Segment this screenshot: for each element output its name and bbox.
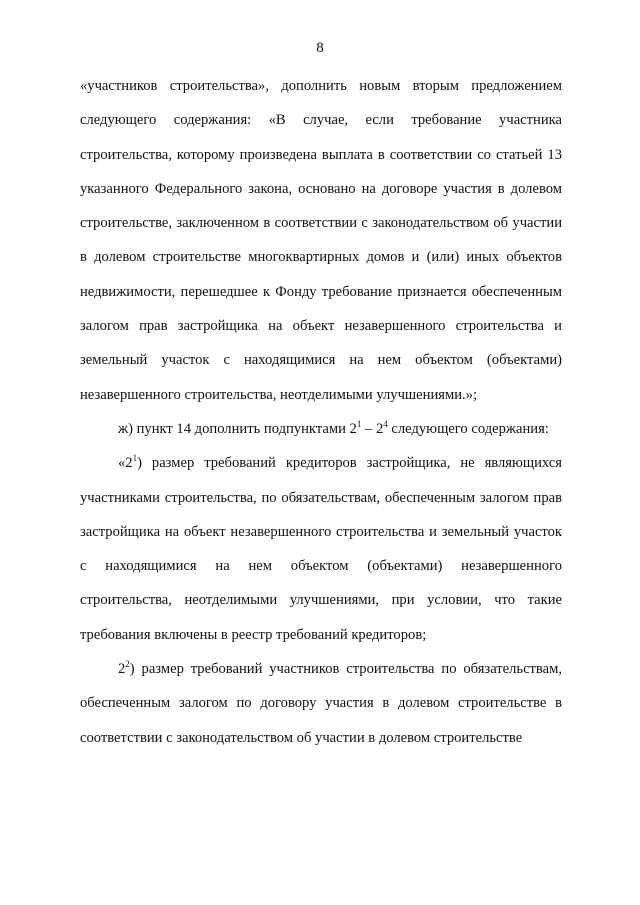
- paragraph-text: ж) пункт 14 дополнить подпунктами 2: [118, 420, 357, 437]
- page-number: 8: [316, 40, 324, 56]
- superscript: 1: [132, 453, 138, 464]
- superscript: 2: [125, 659, 130, 670]
- paragraph-text: «2: [118, 455, 133, 472]
- paragraph-amendment-text: «участников строительства», дополнить новым вторым предложением следующего содержания: «В случае, если требование участника строительства, которому произведена выплата в соответствии со статьей 13 указанного Федерального закона, основано на договоре участия в долевом строительстве, заключенном в соответствии с законодательством об участии в долевом строительстве многоквартирных домов и (или) иных объектов недвижимости, перешедшее к Фонду требование признается обеспеченным залогом прав застройщика на объект незавершенного строительства и земельный участок с находящимися на нем объектом (объектами) незавершенного строительства, неотделимыми улучшениями.»;: [80, 78, 562, 403]
- paragraph-subitem-zh: [80, 412, 562, 446]
- superscript: 4: [383, 419, 388, 430]
- paragraph-text: – 2: [361, 420, 384, 437]
- paragraph-text: ) размер требований участников строительства по обязательствам, обеспеченным залогом по договору участия в долевом строительстве в соответствии с законодательством об участии в долевом строительстве: [80, 661, 562, 746]
- paragraph-subpoint-2-2: [80, 652, 562, 755]
- paragraph-text: 2: [118, 661, 126, 678]
- paragraph-text: ) размер требований кредиторов застройщика, не являющихся участниками строительства, по обязательствам, обеспеченным залогом прав застройщика на объект незавершенного строительства и земельный участок с находящимися на нем объектом (объектами) незавершенного строительства, неотделимыми улучшениями, при условии, что такие требования включены в реестр требований кредиторов;: [80, 455, 562, 643]
- paragraph-text: следующего содержания:: [387, 420, 549, 437]
- paragraph-subpoint-2-1: [80, 446, 562, 652]
- superscript: 1: [356, 419, 362, 430]
- document-body: [80, 69, 562, 755]
